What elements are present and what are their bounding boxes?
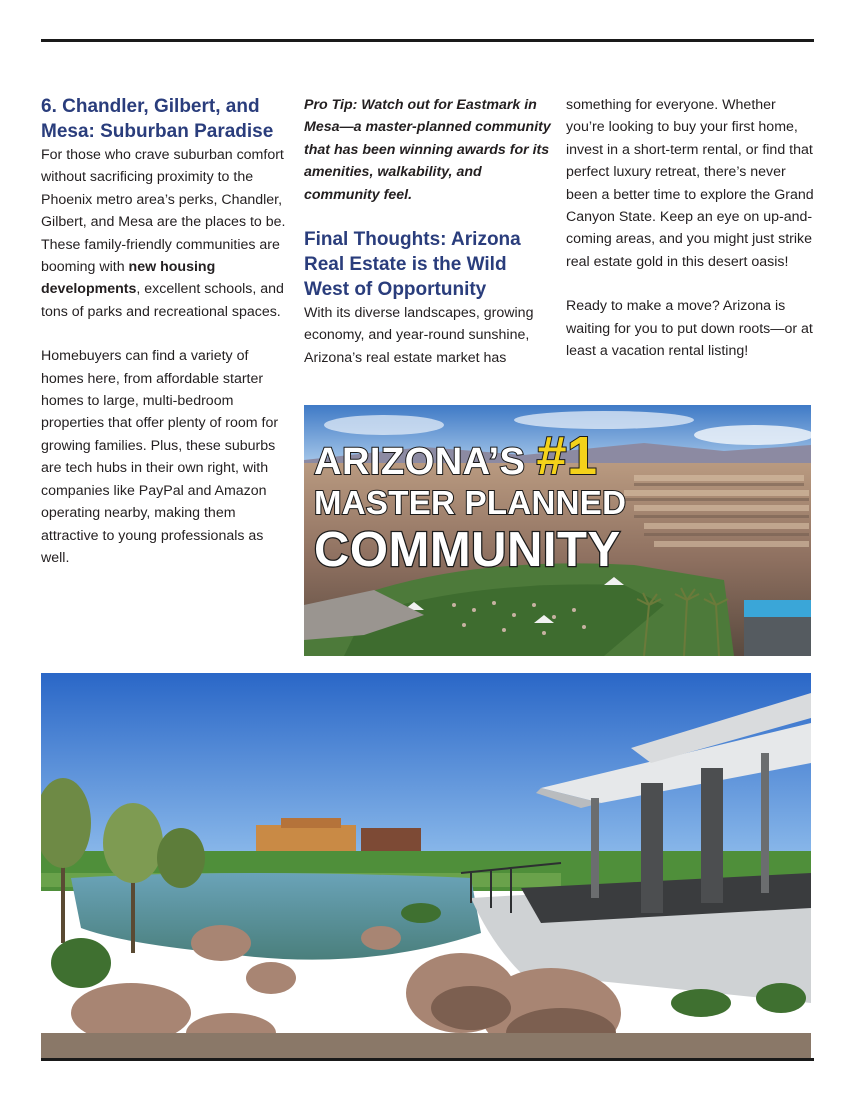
promo-line-3: COMMUNITY (314, 523, 621, 577)
paragraph-something: something for everyone. Whether you’re looking to buy your first home, invest in a short-term rental, or find that perfect luxury retreat, there’s never been a better time to explore the Grand Canyon State. Keep an eye on up-and-coming areas, and you might just strike real estate gold in this desert oasis! (566, 97, 814, 270)
promo-number: #1 (536, 426, 598, 486)
paragraph-final: With its diverse landscapes, growing economy, and year-round sunshine, Arizona’s real estate market has (304, 305, 534, 366)
paragraph-suburban (41, 144, 291, 323)
park-pond-image (41, 673, 811, 1059)
promo-image-master-planned (304, 405, 811, 656)
pro-tip: Pro Tip: Watch out for Eastmark in Mesa—a master-planned community that has been winning awards for its amenities, walkability, and community feel. (304, 97, 551, 203)
paragraph-text: For those who crave suburban comfort without sacrificing proximity to the Phoenix metro area’s perks, Chandler, Gilbert, and Mesa are the places to be. These family-friendly communities are booming with (41, 147, 286, 276)
top-rule (41, 39, 814, 42)
paragraph-text: , excellent schools, and tons of parks and recreational spaces. (41, 281, 284, 320)
paragraph-homebuyers: Homebuyers can find a variety of homes here, from affordable starter homes to large, multi-bedroom properties that offer plenty of room for growing families. Plus, these suburbs are tech hubs in their own right, with companies like PayPal and Amazon operating nearby, making them attractive to young professionals as well. (41, 348, 279, 566)
promo-title (314, 426, 644, 577)
promo-line-1 (314, 426, 644, 486)
column-1 (41, 94, 291, 569)
park-pond-photo (41, 673, 811, 1059)
bold-text: new housing developments (41, 259, 216, 298)
bottom-rule (41, 1058, 814, 1061)
promo-line-2: MASTER PLANNED (314, 484, 627, 521)
promo-arizonas: ARIZONA’S (314, 441, 526, 483)
column-3 (566, 94, 816, 362)
column-2 (304, 94, 554, 369)
section-heading-chandler: 6. Chandler, Gilbert, and Mesa: Suburban Paradise (41, 96, 274, 142)
section-heading-final-thoughts: Final Thoughts: Arizona Real Estate is the Wild West of Opportunity (304, 229, 521, 301)
paragraph-ready: Ready to make a move? Arizona is waiting for you to put down roots—or at least a vacation rental listing! (566, 298, 813, 360)
